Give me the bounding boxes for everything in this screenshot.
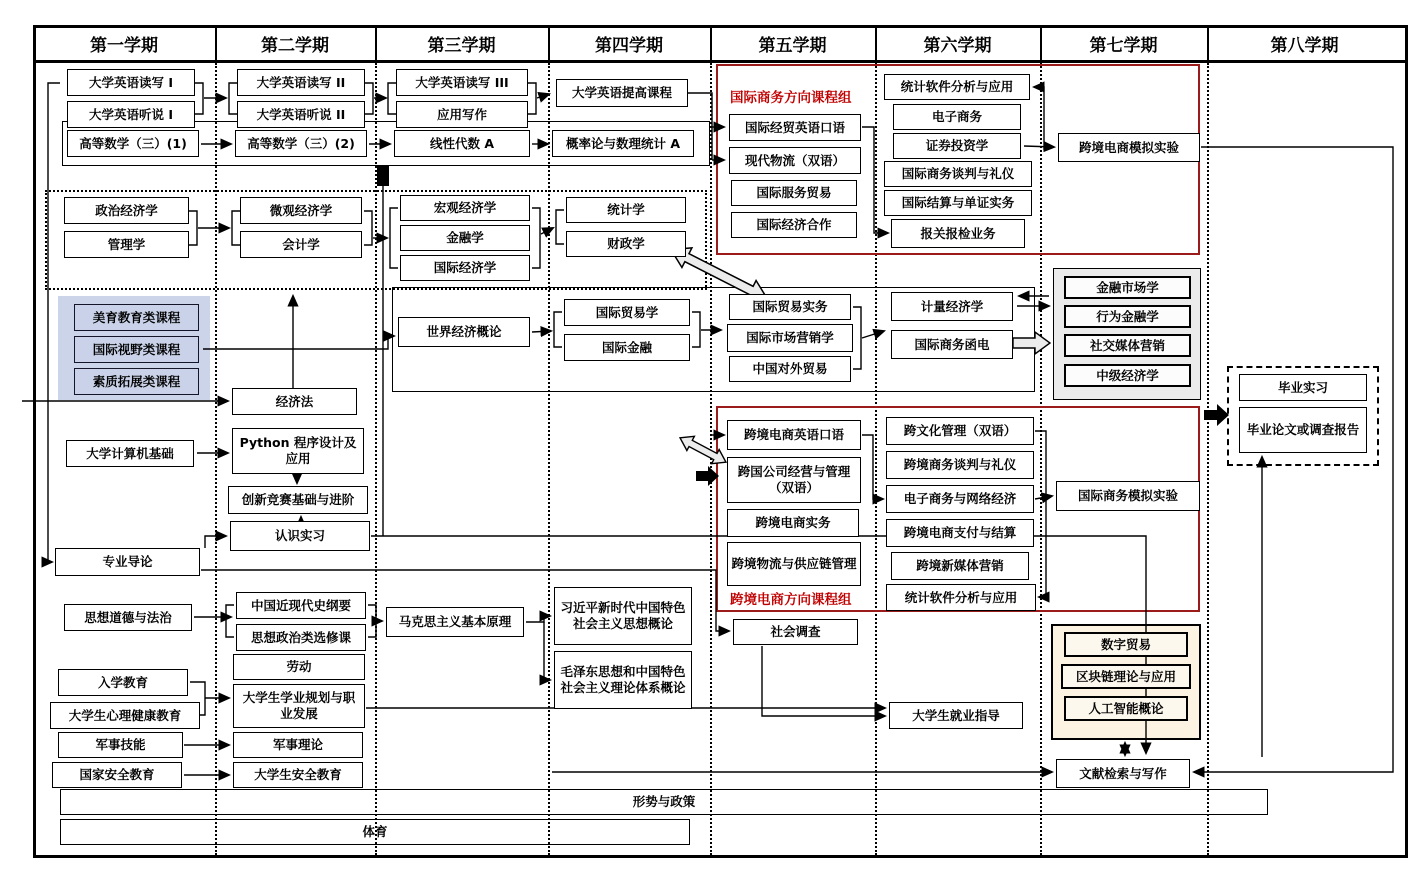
course-box: 电子商务与网络经济 xyxy=(886,485,1034,513)
course-box: 思想道德与法治 xyxy=(64,604,192,631)
course-box: 统计软件分析与应用 xyxy=(886,584,1036,611)
course-box: 高等数学（三）(1) xyxy=(67,130,199,157)
course-box: 大学生心理健康教育 xyxy=(50,702,200,729)
course-box: 大学英语读写 II xyxy=(237,69,365,96)
course-box: 数字贸易 xyxy=(1064,632,1188,657)
course-box: 跨境电商英语口语 xyxy=(727,420,861,450)
course-box: 大学英语提高课程 xyxy=(556,79,688,107)
course-box: 概率论与数理统计 A xyxy=(552,130,694,157)
semester-header-1: 第一学期 xyxy=(90,36,158,56)
course-box: 跨境新媒体营销 xyxy=(891,552,1029,580)
course-box: 国际商务函电 xyxy=(891,330,1013,359)
semester-header-3: 第三学期 xyxy=(427,36,496,56)
course-box: 中国近现代史纲要 xyxy=(236,592,366,619)
course-box: 国际结算与单证实务 xyxy=(884,190,1032,216)
course-box: 思想政治类选修课 xyxy=(236,624,366,651)
course-box: 经济法 xyxy=(232,388,357,415)
course-box: 财政学 xyxy=(566,231,686,257)
course-box: 大学英语听说 II xyxy=(237,101,365,128)
course-box: 入学教育 xyxy=(58,669,188,696)
cbec-group-label: 跨境电商方向课程组 xyxy=(730,592,852,608)
course-box: Python 程序设计及应用 xyxy=(232,428,364,474)
course-box: 管理学 xyxy=(64,231,189,258)
semester-header-4: 第四学期 xyxy=(595,36,663,56)
course-box: 行为金融学 xyxy=(1064,305,1191,328)
course-box: 军事技能 xyxy=(58,732,183,758)
semester-header-7: 第七学期 xyxy=(1089,36,1158,56)
course-box: 跨境商务谈判与礼仪 xyxy=(886,451,1034,479)
course-box: 中级经济学 xyxy=(1064,364,1191,387)
course-box: 马克思主义基本原理 xyxy=(386,607,524,637)
course-box: 国际金融 xyxy=(564,334,690,361)
course-box: 国际经济学 xyxy=(400,255,530,281)
course-box: 统计学 xyxy=(566,197,686,223)
course-box: 国际市场营销学 xyxy=(727,324,853,352)
semester-header-6: 第六学期 xyxy=(923,36,992,56)
course-box: 高等数学（三）(2) xyxy=(235,130,367,157)
course-box: 跨国公司经营与管理（双语） xyxy=(727,457,861,503)
semester-header-2: 第二学期 xyxy=(261,36,329,56)
course-box: 大学计算机基础 xyxy=(66,440,194,467)
course-box: 毕业实习 xyxy=(1239,374,1367,401)
course-box: 创新竞赛基础与进阶 xyxy=(228,486,368,514)
course-box: 国家安全教育 xyxy=(52,762,182,788)
course-box: 国际经济合作 xyxy=(731,212,857,238)
course-box: 国际经贸英语口语 xyxy=(729,114,861,141)
semester-header-8: 第八学期 xyxy=(1270,36,1339,56)
course-box: 国际商务模拟实验 xyxy=(1056,481,1200,511)
course-box: 现代物流（双语） xyxy=(729,147,861,174)
course-box: 国际服务贸易 xyxy=(731,180,857,206)
course-box: 会计学 xyxy=(240,231,362,258)
course-box: 社会调查 xyxy=(733,619,858,645)
course-box: 大学英语听说 I xyxy=(67,101,195,128)
course-box: 大学生学业规划与职业发展 xyxy=(233,684,365,728)
course-box: 国际贸易实务 xyxy=(729,294,851,320)
course-box: 金融市场学 xyxy=(1064,276,1191,299)
course-box: 大学英语读写 I xyxy=(67,69,195,96)
course-box: 认识实习 xyxy=(230,521,370,551)
course-box: 区块链理论与应用 xyxy=(1061,664,1191,689)
course-box: 跨文化管理（双语） xyxy=(886,417,1034,445)
course-box: 政治经济学 xyxy=(64,197,189,224)
course-box: 美育教育类课程 xyxy=(74,304,199,331)
course-box: 跨境电商支付与结算 xyxy=(886,519,1034,547)
course-box: 电子商务 xyxy=(893,104,1021,130)
situation-policy-bar: 形势与政策 xyxy=(60,789,1268,815)
course-box: 毛泽东思想和中国特色社会主义理论体系概论 xyxy=(554,651,692,709)
course-box: 大学生安全教育 xyxy=(233,762,363,788)
intl-business-group-label: 国际商务方向课程组 xyxy=(730,90,852,106)
course-box: 国际视野类课程 xyxy=(74,336,199,363)
course-box: 国际贸易学 xyxy=(564,299,690,326)
course-box: 跨境电商实务 xyxy=(727,509,859,537)
course-box: 中国对外贸易 xyxy=(729,356,851,382)
course-box: 人工智能概论 xyxy=(1064,696,1188,721)
physical-education-bar: 体育 xyxy=(60,819,690,845)
course-box: 劳动 xyxy=(233,654,365,680)
course-box: 国际商务谈判与礼仪 xyxy=(884,161,1032,187)
course-box: 毕业论文或调查报告 xyxy=(1239,407,1367,453)
course-box: 计量经济学 xyxy=(891,292,1013,321)
course-box: 大学英语读写 III xyxy=(396,69,528,96)
course-box: 素质拓展类课程 xyxy=(74,368,199,395)
course-box: 应用写作 xyxy=(396,101,528,128)
course-box: 社交媒体营销 xyxy=(1064,334,1191,357)
course-box: 专业导论 xyxy=(55,548,200,576)
semester-header-5: 第五学期 xyxy=(758,36,827,56)
course-box: 证券投资学 xyxy=(893,133,1021,159)
course-box: 宏观经济学 xyxy=(400,195,530,221)
course-box: 跨境物流与供应链管理 xyxy=(727,542,861,586)
course-box: 微观经济学 xyxy=(240,197,362,224)
course-box: 军事理论 xyxy=(233,732,363,758)
course-box: 金融学 xyxy=(400,225,530,251)
course-box: 习近平新时代中国特色社会主义思想概论 xyxy=(554,587,692,645)
course-box: 文献检索与写作 xyxy=(1056,759,1190,788)
course-box: 统计软件分析与应用 xyxy=(884,74,1030,100)
course-box: 线性代数 A xyxy=(394,130,530,157)
course-box: 大学生就业指导 xyxy=(889,702,1023,729)
course-box: 报关报检业务 xyxy=(891,219,1025,248)
course-box: 世界经济概论 xyxy=(398,317,530,347)
course-box: 跨境电商模拟实验 xyxy=(1058,133,1200,162)
